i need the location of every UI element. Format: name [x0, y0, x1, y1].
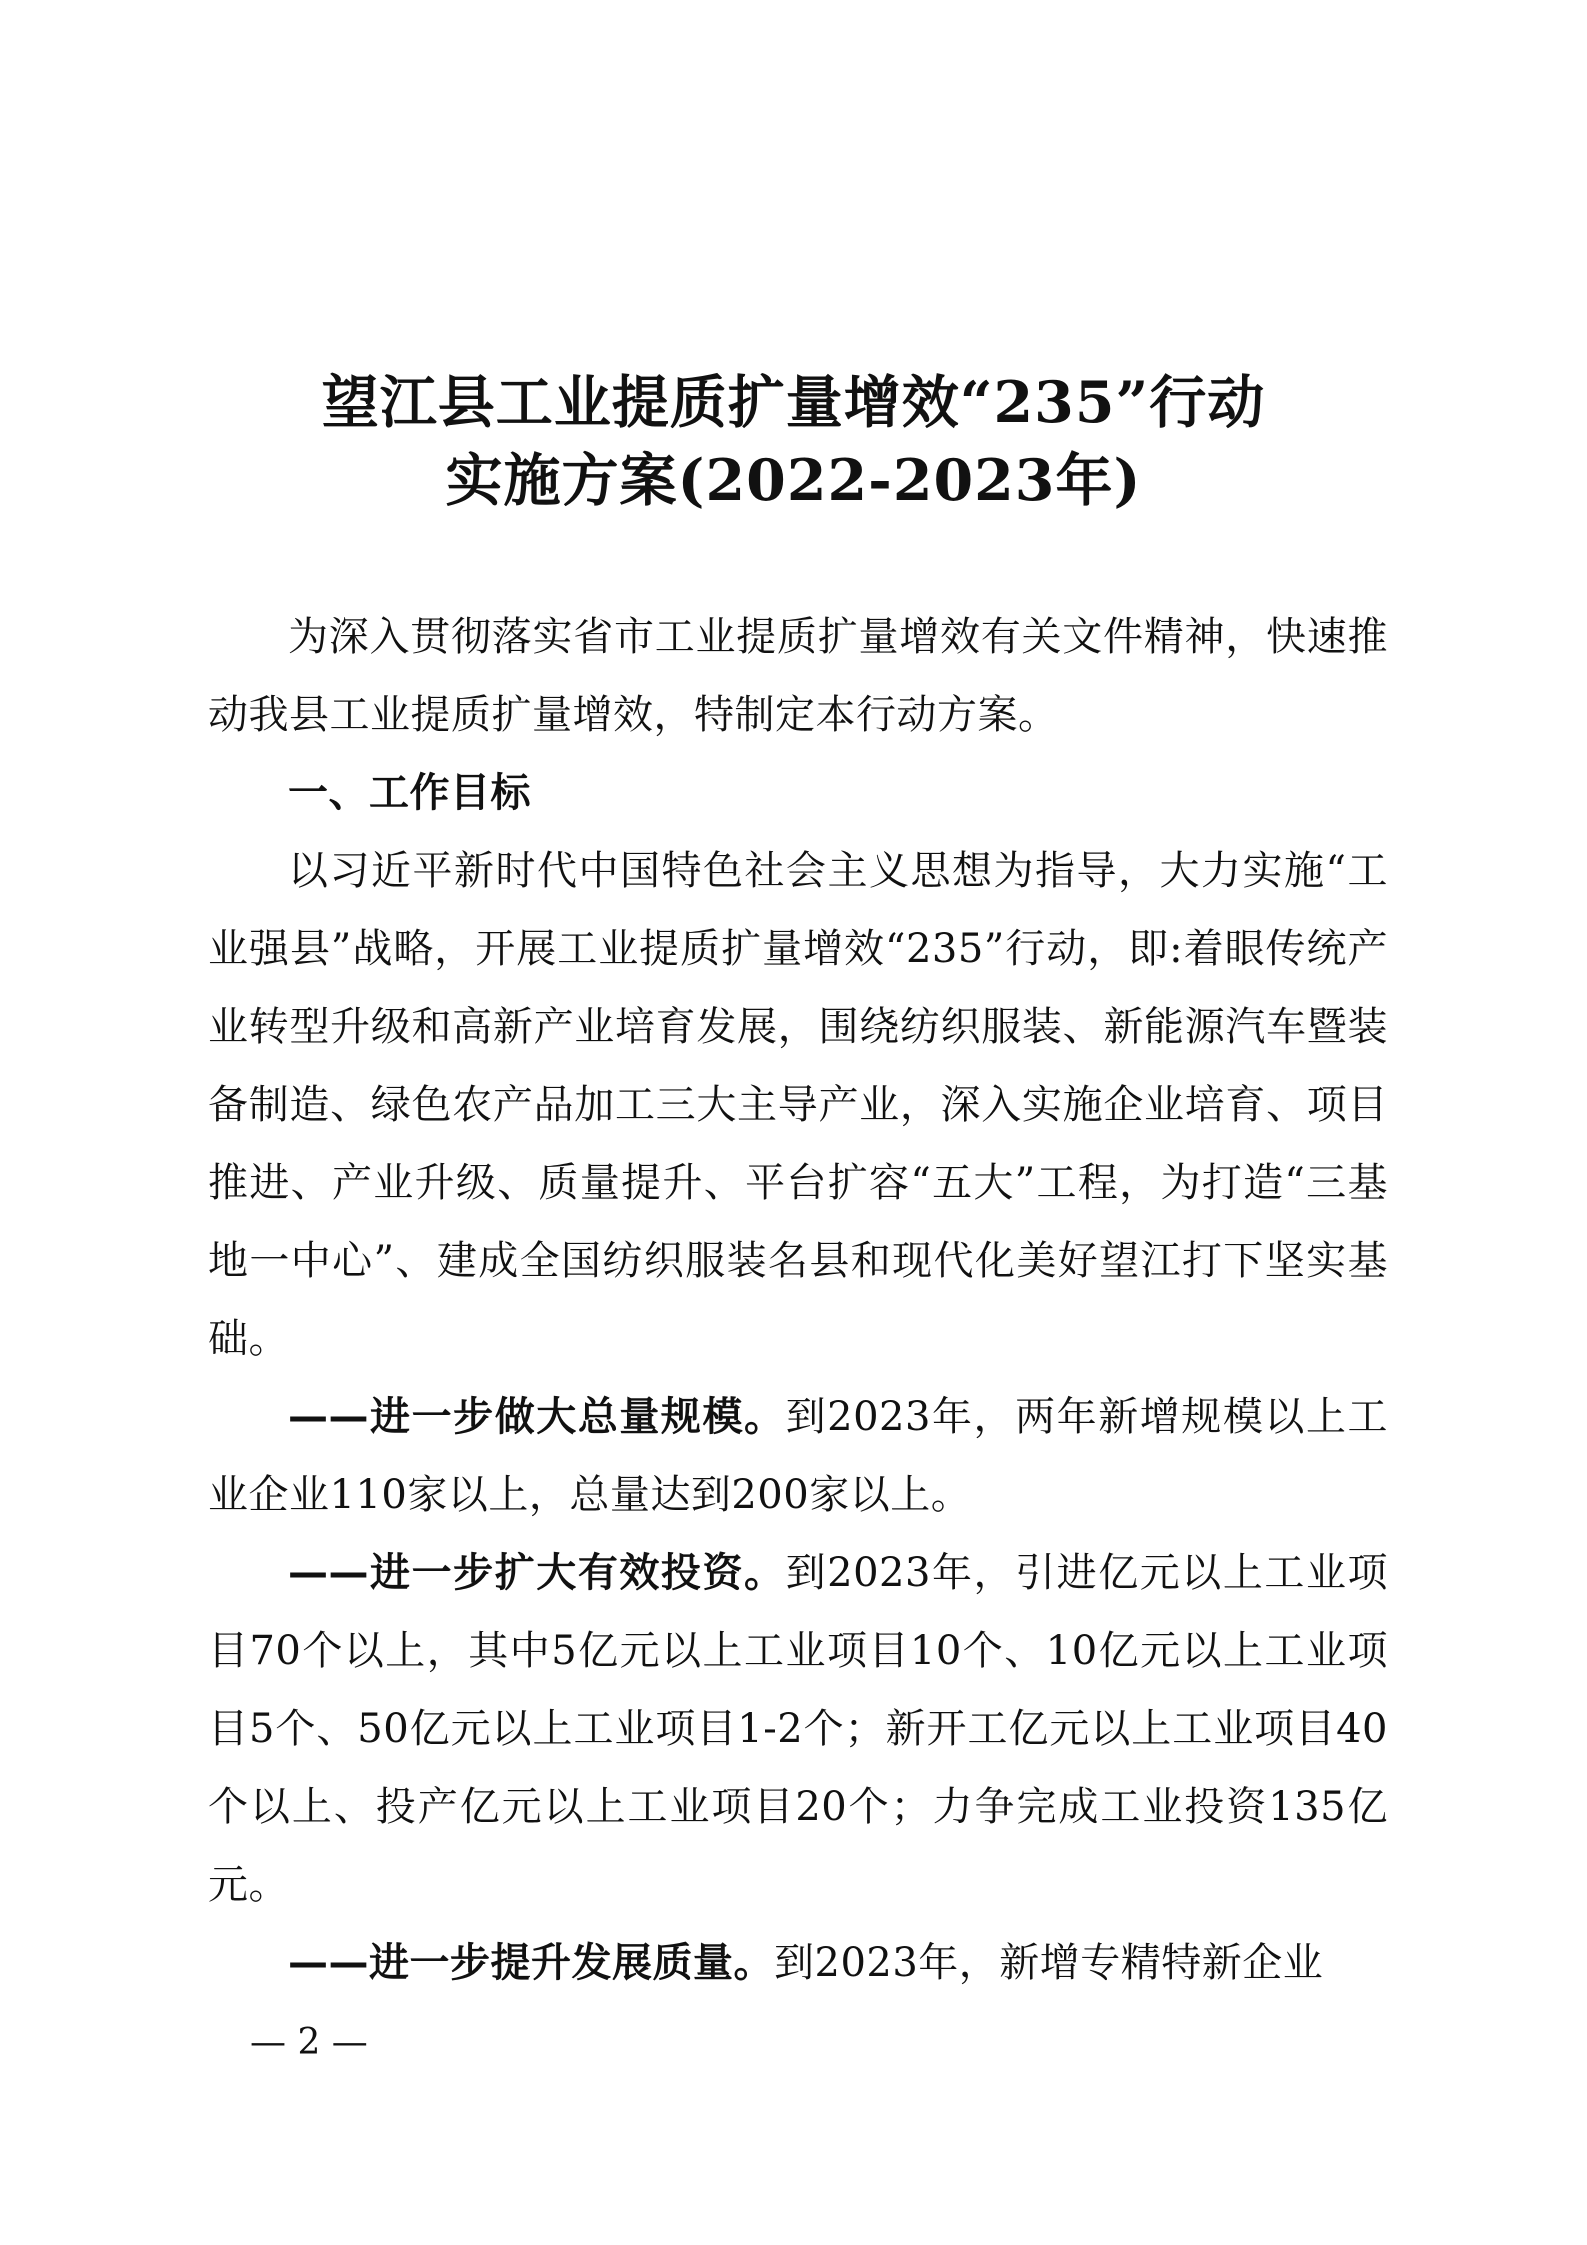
page-number: — 2 — — [250, 2022, 368, 2063]
goal-paragraph-scale — [208, 1378, 1388, 1534]
goal-text-investment: 到2023年，引进亿元以上工业项目70个以上，其中5亿元以上工业项目10个、10亿元以上工业项目5个、50亿元以上工业项目1-2个；新开工亿元以上工业项目40个以上、投产亿元以上工业项目20个；力争完成工业投资135亿元。 — [208, 1550, 1389, 1908]
intro-paragraph — [208, 598, 1388, 754]
goal-text-scale: 到2023年，两年新增规模以上工业企业110家以上，总量达到200家以上。 — [208, 1394, 1389, 1518]
document-body — [208, 598, 1388, 2002]
document-title-line-2: 实施方案(2022-2023年) — [445, 447, 1142, 514]
section-heading-text: 一、工作目标 — [288, 770, 531, 816]
goal-paragraph-quality — [208, 1924, 1388, 2002]
section-heading-work-goals — [208, 754, 1388, 832]
goal-lead-quality: ——进一步提升发展质量。 — [288, 1940, 774, 1986]
goal-text-quality: 到2023年，新增专精特新企业 — [774, 1940, 1324, 1986]
goal-paragraph-investment — [208, 1534, 1388, 1924]
goal-lead-scale: ——进一步做大总量规模。 — [288, 1394, 786, 1440]
guiding-principle-text: 以习近平新时代中国特色社会主义思想为指导，大力实施“工业强县”战略，开展工业提质扩量增效“235”行动，即:着眼传统产业转型升级和高新产业培育发展，围绕纺织服装、新能源汽车暨装备制造、绿色农产品加工三大主导产业，深入实施企业培育、项目推进、产业升级、质量提升、平台扩容“五大”工程，为打造“三基地一中心”、建成全国纺织服装名县和现代化美好望江打下坚实基础。 — [208, 848, 1388, 1362]
goal-lead-investment: ——进一步扩大有效投资。 — [288, 1550, 786, 1596]
document-title-line-1: 望江县工业提质扩量增效“235”行动 — [321, 369, 1266, 436]
intro-text: 为深入贯彻落实省市工业提质扩量增效有关文件精神，快速推动我县工业提质扩量增效，特制定本行动方案。 — [208, 614, 1388, 738]
guiding-principle-paragraph — [208, 832, 1388, 1378]
